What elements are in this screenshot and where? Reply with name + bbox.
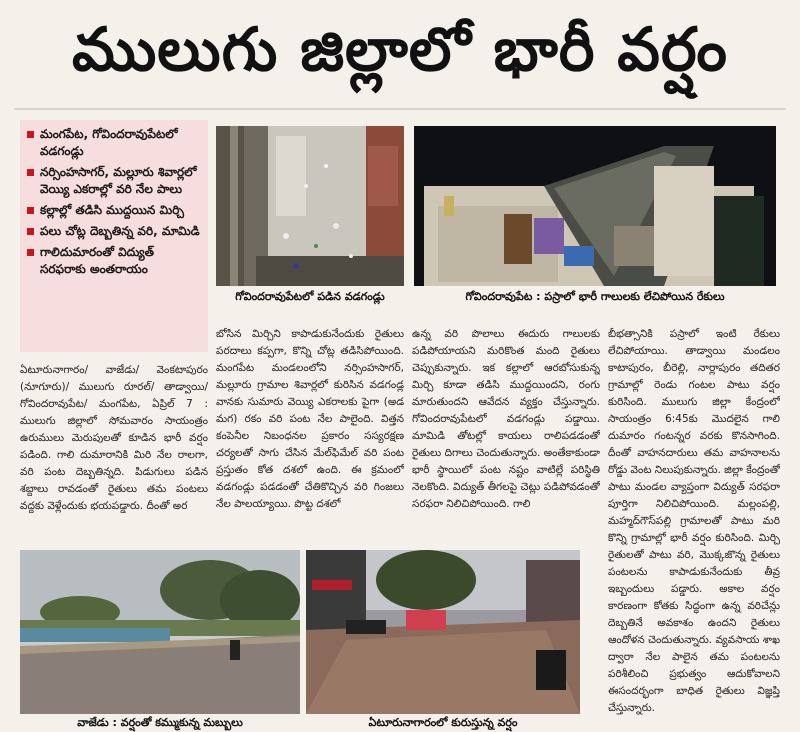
roof-damage-photo bbox=[414, 126, 776, 286]
roof-damage-photo-caption: గోవిందరావుపేట : పస్రాలో భారీ గాలులకు లేచిపోయిన రేకులు bbox=[414, 290, 776, 306]
street-photo-caption: ఏటూరునాగారంలో కురుస్తున్న వర్షం bbox=[306, 716, 580, 732]
highlight-item: మంగపేట, గోవిందరావుపేటలో వడగండ్లు bbox=[26, 126, 202, 160]
highlight-item: గాలిదుమారంతో విద్యుత్ సరఫరాకు అంతరాయం bbox=[26, 244, 202, 278]
road-photo bbox=[20, 550, 300, 714]
road-photo-caption: వాజేడు : వర్షంతో కమ్ముకున్న మబ్బులు bbox=[20, 716, 300, 732]
highlight-item: కల్లాల్లో తడిసి ముద్దయిన మిర్చి bbox=[26, 202, 202, 219]
street-photo bbox=[306, 550, 580, 714]
article-column-2: బోసిన మిర్చిని కాపాడుకునేందుకు రైతులు పరదాలు కప్పగా, కొన్ని చోట్ల తడిసిపోయింది. మంగపేట మండలంలోని నర్సింహసాగర్, మల్లూరు గ్రామాల శివార్లలో కురిసిన వడగండ్ల వానకు సుమారు వెయ్యి ఎకరాలకు పైగా (అడ మగ) రకం వరి పంట నేల పాలైంది. విత్తన కంపెనీల నిబంధనల ప్రకారం సస్యరక్షణ చర్యలతో సాగు చేసిన మేల్‌ఫిమేల్ వరి పంట ప్రస్తుతం కోత దశలో ఉంది. ఈ క్రమంలో వడగండ్లు పడడంతో చేతికొచ్చిన వరి గింజలు నేల పాలయ్యాయి. పొట్ట దశలో bbox=[216, 328, 404, 510]
highlight-item: నర్సింహసాగర్, మల్లూరు శివార్లలో వెయ్యి ఎకరాల్లో వరి నేల పాలు bbox=[26, 164, 202, 198]
headline: ములుగు జిల్లాలో భారీ వర్షం bbox=[14, 6, 786, 110]
article-column-1: ఏటూరునాగారం/ వాజేడు/ వెంకటాపురం (నూగూరు)/ ములుగు రూరల్/ తాడ్వాయి/ గోవిందరావుపేట/ మంగపేట, ఏప్రిల్ 7 : ములుగు జిల్లాలో సోమవారం సాయంత్రం ఉరుములు మెరుపులతో కూడిన భారీ వర్షం పడింది. గాలి దుమారానికి మిరి నేల రాలగా, వరి పంట దెబ్బతిన్నది. పిడుగులు పడిన శబ్దాలు రావడంతో రైతులు తమ పంటలు వద్దకు వెళ్లేందుకు భయపడ్డారు. దీంతో అర bbox=[20, 364, 208, 512]
hail-photo-caption: గోవిందరావుపేటలో పడిన వడగండ్లు bbox=[216, 290, 404, 306]
highlights-box bbox=[20, 120, 208, 352]
article-column-4: బీభత్సానికి పస్రాలో ఇంటి రేకులు లేచిపోయాయి. తాడ్వాయి మండలం కాటాపురం, బీరెల్లి, నార్లాపురం తదితర గ్రామాల్లో రెండు గంటల పాటు వర్షం కురిసింది. ములుగు జిల్లా కేంద్రంలో సాయంత్రం 6:45కు మొదలైన గాలి దుమారం గంటన్నర వరకు కొనసాగింది. దీంతో వాహనదారులు తమ వాహనాలను రోడ్డు వెంట నిలుపుకున్నారు. జిల్లా కేంద్రంతో పాటు మండల వ్యాప్తంగా విద్యుత్ సరఫరా పూర్తిగా నిలిచిపోయింది. మల్లంపల్లి, మహ్మద్‌గౌస్‌పల్లి గ్రామాలతో పాటు మరి కొన్ని గ్రామాల్లో భారీ వర్షం కురిసింది. మిర్చి రైతులతో పాటు వరి, మొక్కజొన్న రైతులు పంటలను కాపాడుకునేందుకు తీవ్ర ఇబ్బందులు పడ్డారు. అకాల వర్షం కారణంగా కోతకు సిద్ధంగా ఉన్న వరిచేన్లు దెబ్బతినే అవకాశం ఉందని రైతులు ఆందోళన చెందుతున్నారు. వ్యవసాయ శాఖ ద్వారా నేల పాలైన తమ పంటలను పరిశీలించి ప్రభుత్వం ఆదుకోవాలని ఈసందర్భంగా బాధిత రైతులు విజ్ఞప్తి చేస్తున్నారు. bbox=[608, 328, 780, 714]
hail-photo bbox=[216, 126, 404, 286]
highlight-item: పలు చోట్ల దెబ్బతిన్న వరి, మామిడి bbox=[26, 223, 202, 240]
article-column-3: ఉన్న వరి పొలాలు ఈదురు గాలులకు పడిపోయాయని మరికొంత మంది రైతులు చెప్పుకున్నారు. ఇక కల్లాలో ఆరబోసుకున్న మిర్చి కూడా తడిసి ముద్దయిందని, రంగు మారుతుందని ఆవేదన వ్యక్తం చేస్తున్నారు. గోవిందరావుపేటలో వడగండ్లు పడ్డాయి. మామిడి తోటల్లో కాయలు రాలిపడడంతో రైతులు దిగాలు చెందుతున్నారు. అంతేకాకుండా భారీ స్థాయిలో పంట నష్టం వాటిల్లే పరిస్థితి నెలకొంది. విద్యుత్ తీగలపై చెట్లు పడిపోవడంతో సరఫరా నిలిచిపోయింది. గాలి bbox=[412, 328, 600, 510]
